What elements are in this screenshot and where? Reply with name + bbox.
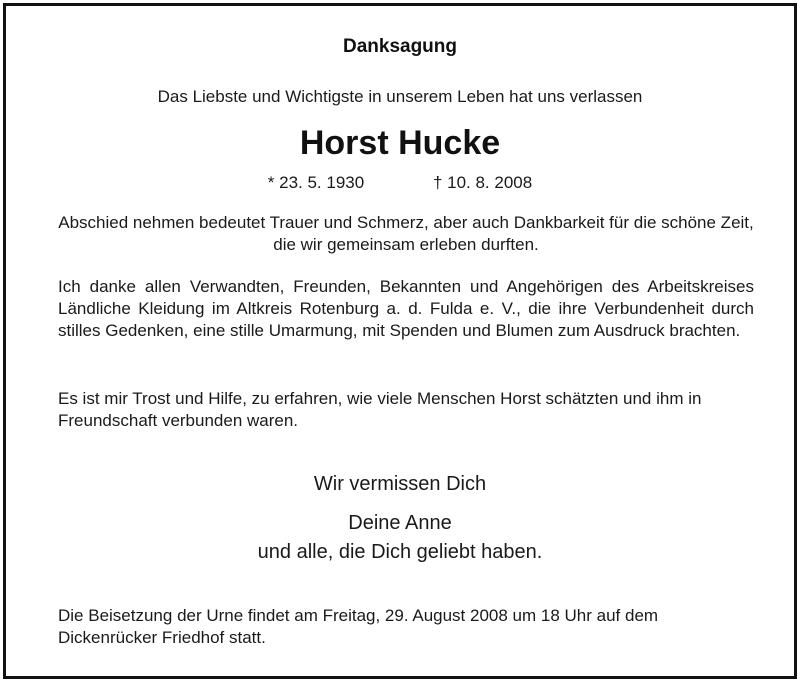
- life-dates: [6, 173, 794, 193]
- notice-heading: Danksagung: [342, 36, 458, 57]
- birth-date: * 23. 5. 1930: [267, 173, 365, 192]
- thanks-paragraph-3: Es ist mir Trost und Hilfe, zu erfahren, wie viele Menschen Horst schätzten und ihm in Freundschaft verbunden waren.: [58, 389, 702, 430]
- closing-line-signature: Deine Anne: [348, 512, 452, 534]
- burial-announcement: Die Beisetzung der Urne findet am Freitag, 29. August 2008 um 18 Uhr auf dem Dickenrücker Friedhof statt.: [58, 606, 659, 647]
- closing-line-family: und alle, die Dich geliebt haben.: [257, 541, 543, 563]
- obituary-notice-frame: [3, 3, 797, 679]
- notice-intro: Das Liebste und Wichtigste in unserem Leben hat uns verlassen: [157, 87, 643, 106]
- death-date: † 10. 8. 2008: [432, 173, 533, 192]
- thanks-paragraph-1: Abschied nehmen bedeutet Trauer und Schmerz, aber auch Dankbarkeit für die schöne Zeit, die wir gemeinsam erleben durften.: [58, 213, 754, 254]
- closing-line-miss: Wir vermissen Dich: [313, 473, 487, 495]
- deceased-name: Horst Hucke: [299, 124, 501, 162]
- thanks-paragraph-2: Ich danke allen Verwandten, Freunden, Bekannten und Angehörigen des Arbeitskreises Ländliche Kleidung im Altkreis Rotenburg a. d. Fulda e. V., die ihre Verbundenheit durch stilles Gedenken, eine stille Umarmung, mit Spenden und Blumen zum Ausdruck brachten.: [58, 277, 754, 340]
